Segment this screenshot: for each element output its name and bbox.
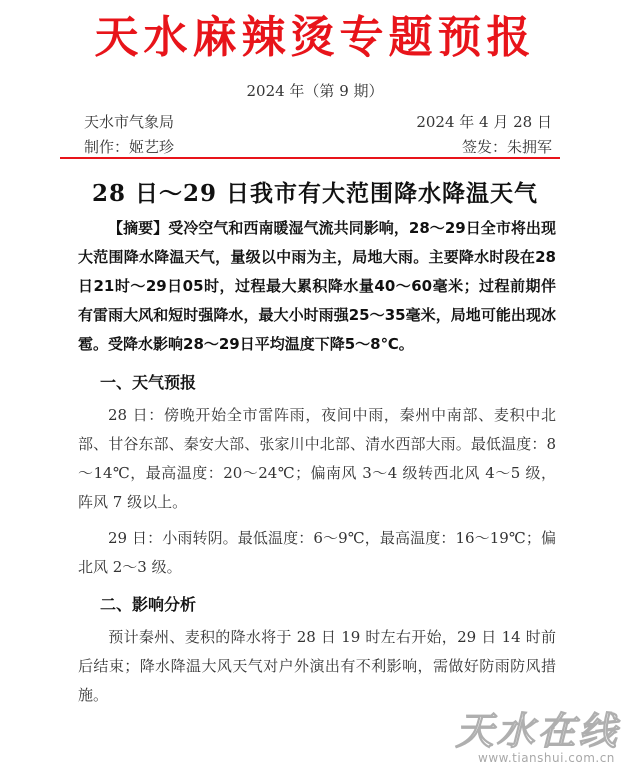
watermark-url: www.tianshui.com.cn <box>478 751 615 765</box>
abstract-text: 受冷空气和西南暖湿气流共同影响，28～29日全市将出现大范围降水降温天气，量级以中雨为主，局地大雨。主要降水时段在28日21时～29日05时，过程最大累积降水量40～60毫米；过程前期伴有雷雨大风和短时强降水，最大小时雨强25～35毫米，局地可能出现冰雹。受降水影响28～29日平均温度下降5～8℃。 <box>78 219 556 353</box>
red-divider <box>60 157 560 159</box>
meta-row-2 <box>84 136 552 157</box>
abstract-label: 【摘要】 <box>108 219 169 237</box>
abstract-paragraph <box>78 214 556 359</box>
forecast-day-28 <box>78 401 556 517</box>
impact-text: 预计秦州、麦积的降水将于 28 日 19 时左右开始，29 日 14 时前后结束；降水降温大风天气对户外演出有不利影响，需做好防雨防风措施。 <box>78 628 556 704</box>
forecast-day-28-text: 28 日：傍晚开始全市雷阵雨，夜间中雨，秦州中南部、麦积中北部、甘谷东部、秦安大部、张家川中北部、清水西部大雨。最低温度：8～14℃，最高温度：20～24℃；偏南风 3～4 级转西北风 4～5 级，阵风 7 级以上。 <box>78 406 556 511</box>
watermark-logo: 天水在线 <box>455 709 620 753</box>
impact-paragraph <box>78 623 556 710</box>
forecast-heading: 一、天气预报 <box>100 373 197 392</box>
issue-date: 2024 年 4 月 28 日 <box>416 113 552 131</box>
watermark <box>450 700 625 770</box>
author: 制作：姬艺珍 <box>84 138 175 156</box>
impact-heading: 二、影响分析 <box>100 595 197 614</box>
issue-number: 2024 年（第 9 期） <box>246 82 384 100</box>
meta-row-1 <box>84 111 552 132</box>
signer: 签发：朱拥军 <box>461 138 552 156</box>
agency-name: 天水市气象局 <box>84 113 175 131</box>
forecast-day-29-text: 29 日：小雨转阴。最低温度：6～9℃，最高温度：16～19℃；偏北风 2～3 级。 <box>78 529 556 576</box>
headline: 28 日～29 日我市有大范围降水降温天气 <box>91 180 539 207</box>
masthead-title: 天水麻辣烫专题预报 <box>94 12 536 63</box>
forecast-day-29 <box>78 524 556 582</box>
